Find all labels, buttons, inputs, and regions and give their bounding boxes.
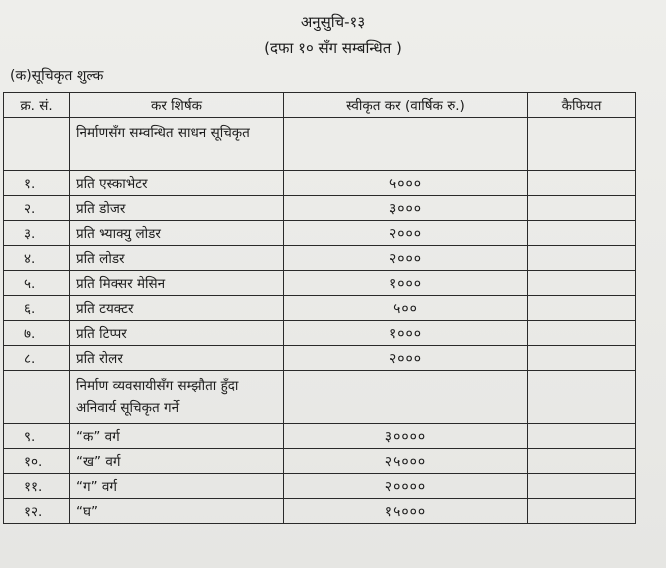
row-rate: ३००० bbox=[284, 196, 528, 221]
row-sn: १०. bbox=[4, 449, 70, 474]
col-header-title: कर शिर्षक bbox=[70, 93, 284, 118]
row-sn: १२. bbox=[4, 499, 70, 524]
row-sn: ६. bbox=[4, 296, 70, 321]
row-rate: ३०००० bbox=[284, 424, 528, 449]
row-remark bbox=[528, 499, 636, 524]
table-row bbox=[4, 246, 636, 271]
row-remark bbox=[528, 321, 636, 346]
col-header-rate: स्वीकृत कर (वार्षिक रु.) bbox=[284, 93, 528, 118]
row-title: प्रति एस्काभेटर bbox=[70, 171, 284, 196]
col-header-sn: क्र. सं. bbox=[4, 93, 70, 118]
row-remark bbox=[528, 296, 636, 321]
row-remark bbox=[528, 449, 636, 474]
row-title: “क” वर्ग bbox=[70, 424, 284, 449]
fee-table bbox=[3, 92, 636, 524]
table-row bbox=[4, 424, 636, 449]
row-rate: २०००० bbox=[284, 474, 528, 499]
schedule-subtitle: (दफा १० सँग सम्बन्धित ) bbox=[264, 39, 402, 57]
schedule-title: अनुसुचि-१३ bbox=[300, 13, 366, 31]
row-rate: ५००० bbox=[284, 171, 528, 196]
row-rate: १००० bbox=[284, 321, 528, 346]
row-rate: १००० bbox=[284, 271, 528, 296]
row-title: “ख” वर्ग bbox=[70, 449, 284, 474]
row-remark bbox=[528, 246, 636, 271]
row-title: प्रति मिक्सर मेसिन bbox=[70, 271, 284, 296]
group-row bbox=[4, 371, 636, 424]
table-row bbox=[4, 474, 636, 499]
table-row bbox=[4, 449, 636, 474]
table-row bbox=[4, 346, 636, 371]
row-sn: १. bbox=[4, 171, 70, 196]
row-rate: २५००० bbox=[284, 449, 528, 474]
row-sn: ३. bbox=[4, 221, 70, 246]
table-row bbox=[4, 171, 636, 196]
group-title: निर्माणसँग सम्वन्धित साधन सूचिकृत bbox=[70, 118, 284, 171]
row-remark bbox=[528, 474, 636, 499]
row-sn: ४. bbox=[4, 246, 70, 271]
group-title: निर्माण व्यवसायीसँग सम्झौता हुँदा अनिवार्य सूचिकृत गर्ने bbox=[70, 371, 284, 424]
row-remark bbox=[528, 221, 636, 246]
row-rate: ५०० bbox=[284, 296, 528, 321]
row-rate: २००० bbox=[284, 246, 528, 271]
row-sn: ५. bbox=[4, 271, 70, 296]
row-sn: ९. bbox=[4, 424, 70, 449]
table-row bbox=[4, 321, 636, 346]
table-row bbox=[4, 221, 636, 246]
row-title: प्रति भ्याक्यु लोडर bbox=[70, 221, 284, 246]
row-title: प्रति टिप्पर bbox=[70, 321, 284, 346]
table-row bbox=[4, 499, 636, 524]
row-rate: १५००० bbox=[284, 499, 528, 524]
table-row bbox=[4, 296, 636, 321]
row-title: “ग” वर्ग bbox=[70, 474, 284, 499]
row-title: प्रति डोजर bbox=[70, 196, 284, 221]
row-title: प्रति रोलर bbox=[70, 346, 284, 371]
row-sn: २. bbox=[4, 196, 70, 221]
col-header-remark: कैफियत bbox=[528, 93, 636, 118]
row-remark bbox=[528, 346, 636, 371]
section-heading: (क)सूचिकृत शुल्क bbox=[10, 68, 104, 84]
row-title: प्रति लोडर bbox=[70, 246, 284, 271]
row-remark bbox=[528, 424, 636, 449]
row-sn: ७. bbox=[4, 321, 70, 346]
row-title: “घ” bbox=[70, 499, 284, 524]
row-remark bbox=[528, 171, 636, 196]
row-sn: ११. bbox=[4, 474, 70, 499]
table-row bbox=[4, 196, 636, 221]
table-header-row bbox=[4, 93, 636, 118]
row-title: प्रति टयक्टर bbox=[70, 296, 284, 321]
table-row bbox=[4, 271, 636, 296]
row-sn: ८. bbox=[4, 346, 70, 371]
row-rate: २००० bbox=[284, 346, 528, 371]
group-row bbox=[4, 118, 636, 171]
row-rate: २००० bbox=[284, 221, 528, 246]
row-remark bbox=[528, 271, 636, 296]
row-remark bbox=[528, 196, 636, 221]
